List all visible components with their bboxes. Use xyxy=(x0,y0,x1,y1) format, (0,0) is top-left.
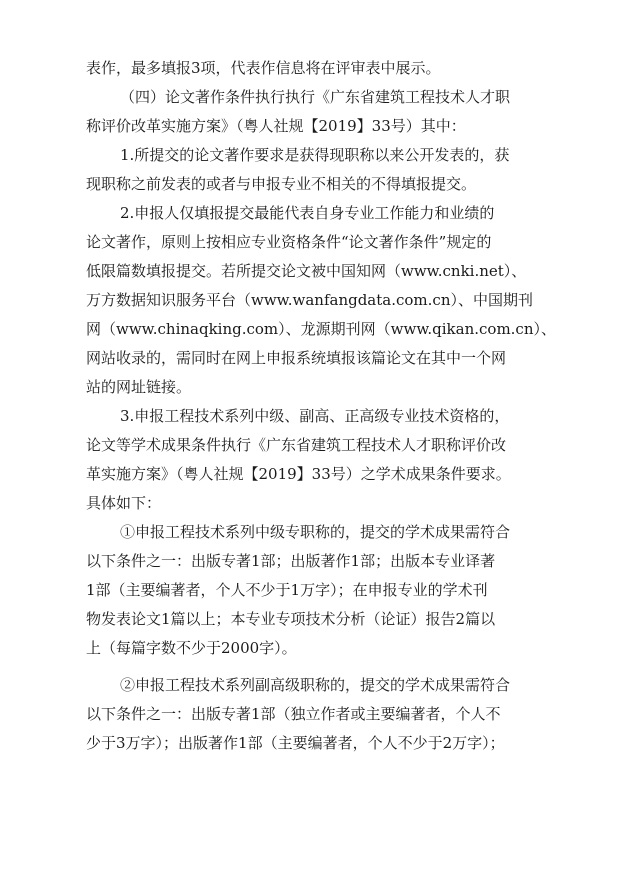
text-line: 以下条件之一：出版专著1部；出版著作1部；出版本专业译著 xyxy=(86,552,496,570)
text-line: 3.申报工程技术系列中级、副高、正高级专业技术资格的， xyxy=(120,407,510,425)
text-line: （四）论文著作条件执行执行《广东省建筑工程技术人才职 xyxy=(120,88,511,106)
text-line: 表作，最多填报3项，代表作信息将在评审表中展示。 xyxy=(86,59,441,77)
text-line: 万方数据知识服务平台（www.wanfangdata.com.cn）、中国期刊 xyxy=(86,291,533,309)
text-line: 站的网址链接。 xyxy=(86,378,192,396)
text-line: 论文著作，原则上按相应专业资格条件“论文著作条件”规定的 xyxy=(86,233,492,251)
text-line: 网（www.chinaqking.com）、龙源期刊网（www.qikan.com.cn）、 xyxy=(86,320,556,338)
document-body xyxy=(86,54,556,758)
text-line: 上（每篇字数不少于2000字）。 xyxy=(86,639,297,657)
text-line: 1部（主要编著者，个人不少于1万字）；在申报专业的学术刊 xyxy=(86,581,488,599)
text-line: 2.申报人仅填报提交最能代表自身专业工作能力和业绩的 xyxy=(120,204,495,222)
text-line: 1.所提交的论文著作要求是获得现职称以来公开发表的，获 xyxy=(120,146,510,164)
text-line: 少于3万字）；出版著作1部（主要编著者，个人不少于2万字）； xyxy=(86,734,505,752)
text-line: 具体如下： xyxy=(86,494,162,512)
text-line: ②申报工程技术系列副高级职称的，提交的学术成果需符合 xyxy=(120,676,511,694)
text-line: 称评价改革实施方案》（粤人社规【2019】33号）其中： xyxy=(86,117,466,135)
text-line: 网站收录的，需同时在网上申报系统填报该篇论文在其中一个网 xyxy=(86,349,507,367)
paragraph-gap xyxy=(86,663,548,671)
text-line: 低限篇数填报提交。若所提交论文被中国知网（www.cnki.net）、 xyxy=(86,262,527,280)
text-line: 革实施方案》（粤人社规【2019】33号）之学术成果条件要求。 xyxy=(86,465,511,483)
text-line: 以下条件之一：出版专著1部（独立作者或主要编著者，个人不 xyxy=(86,705,501,723)
text-line: ①申报工程技术系列中级专职称的，提交的学术成果需符合 xyxy=(120,523,511,541)
text-line: 论文等学术成果条件执行《广东省建筑工程技术人才职称评价改 xyxy=(86,436,507,454)
text-line: 现职称之前发表的或者与申报专业不相关的不得填报提交。 xyxy=(86,175,477,193)
text-line: 物发表论文1篇以上；本专业专项技术分析（论证）报告2篇以 xyxy=(86,610,496,628)
